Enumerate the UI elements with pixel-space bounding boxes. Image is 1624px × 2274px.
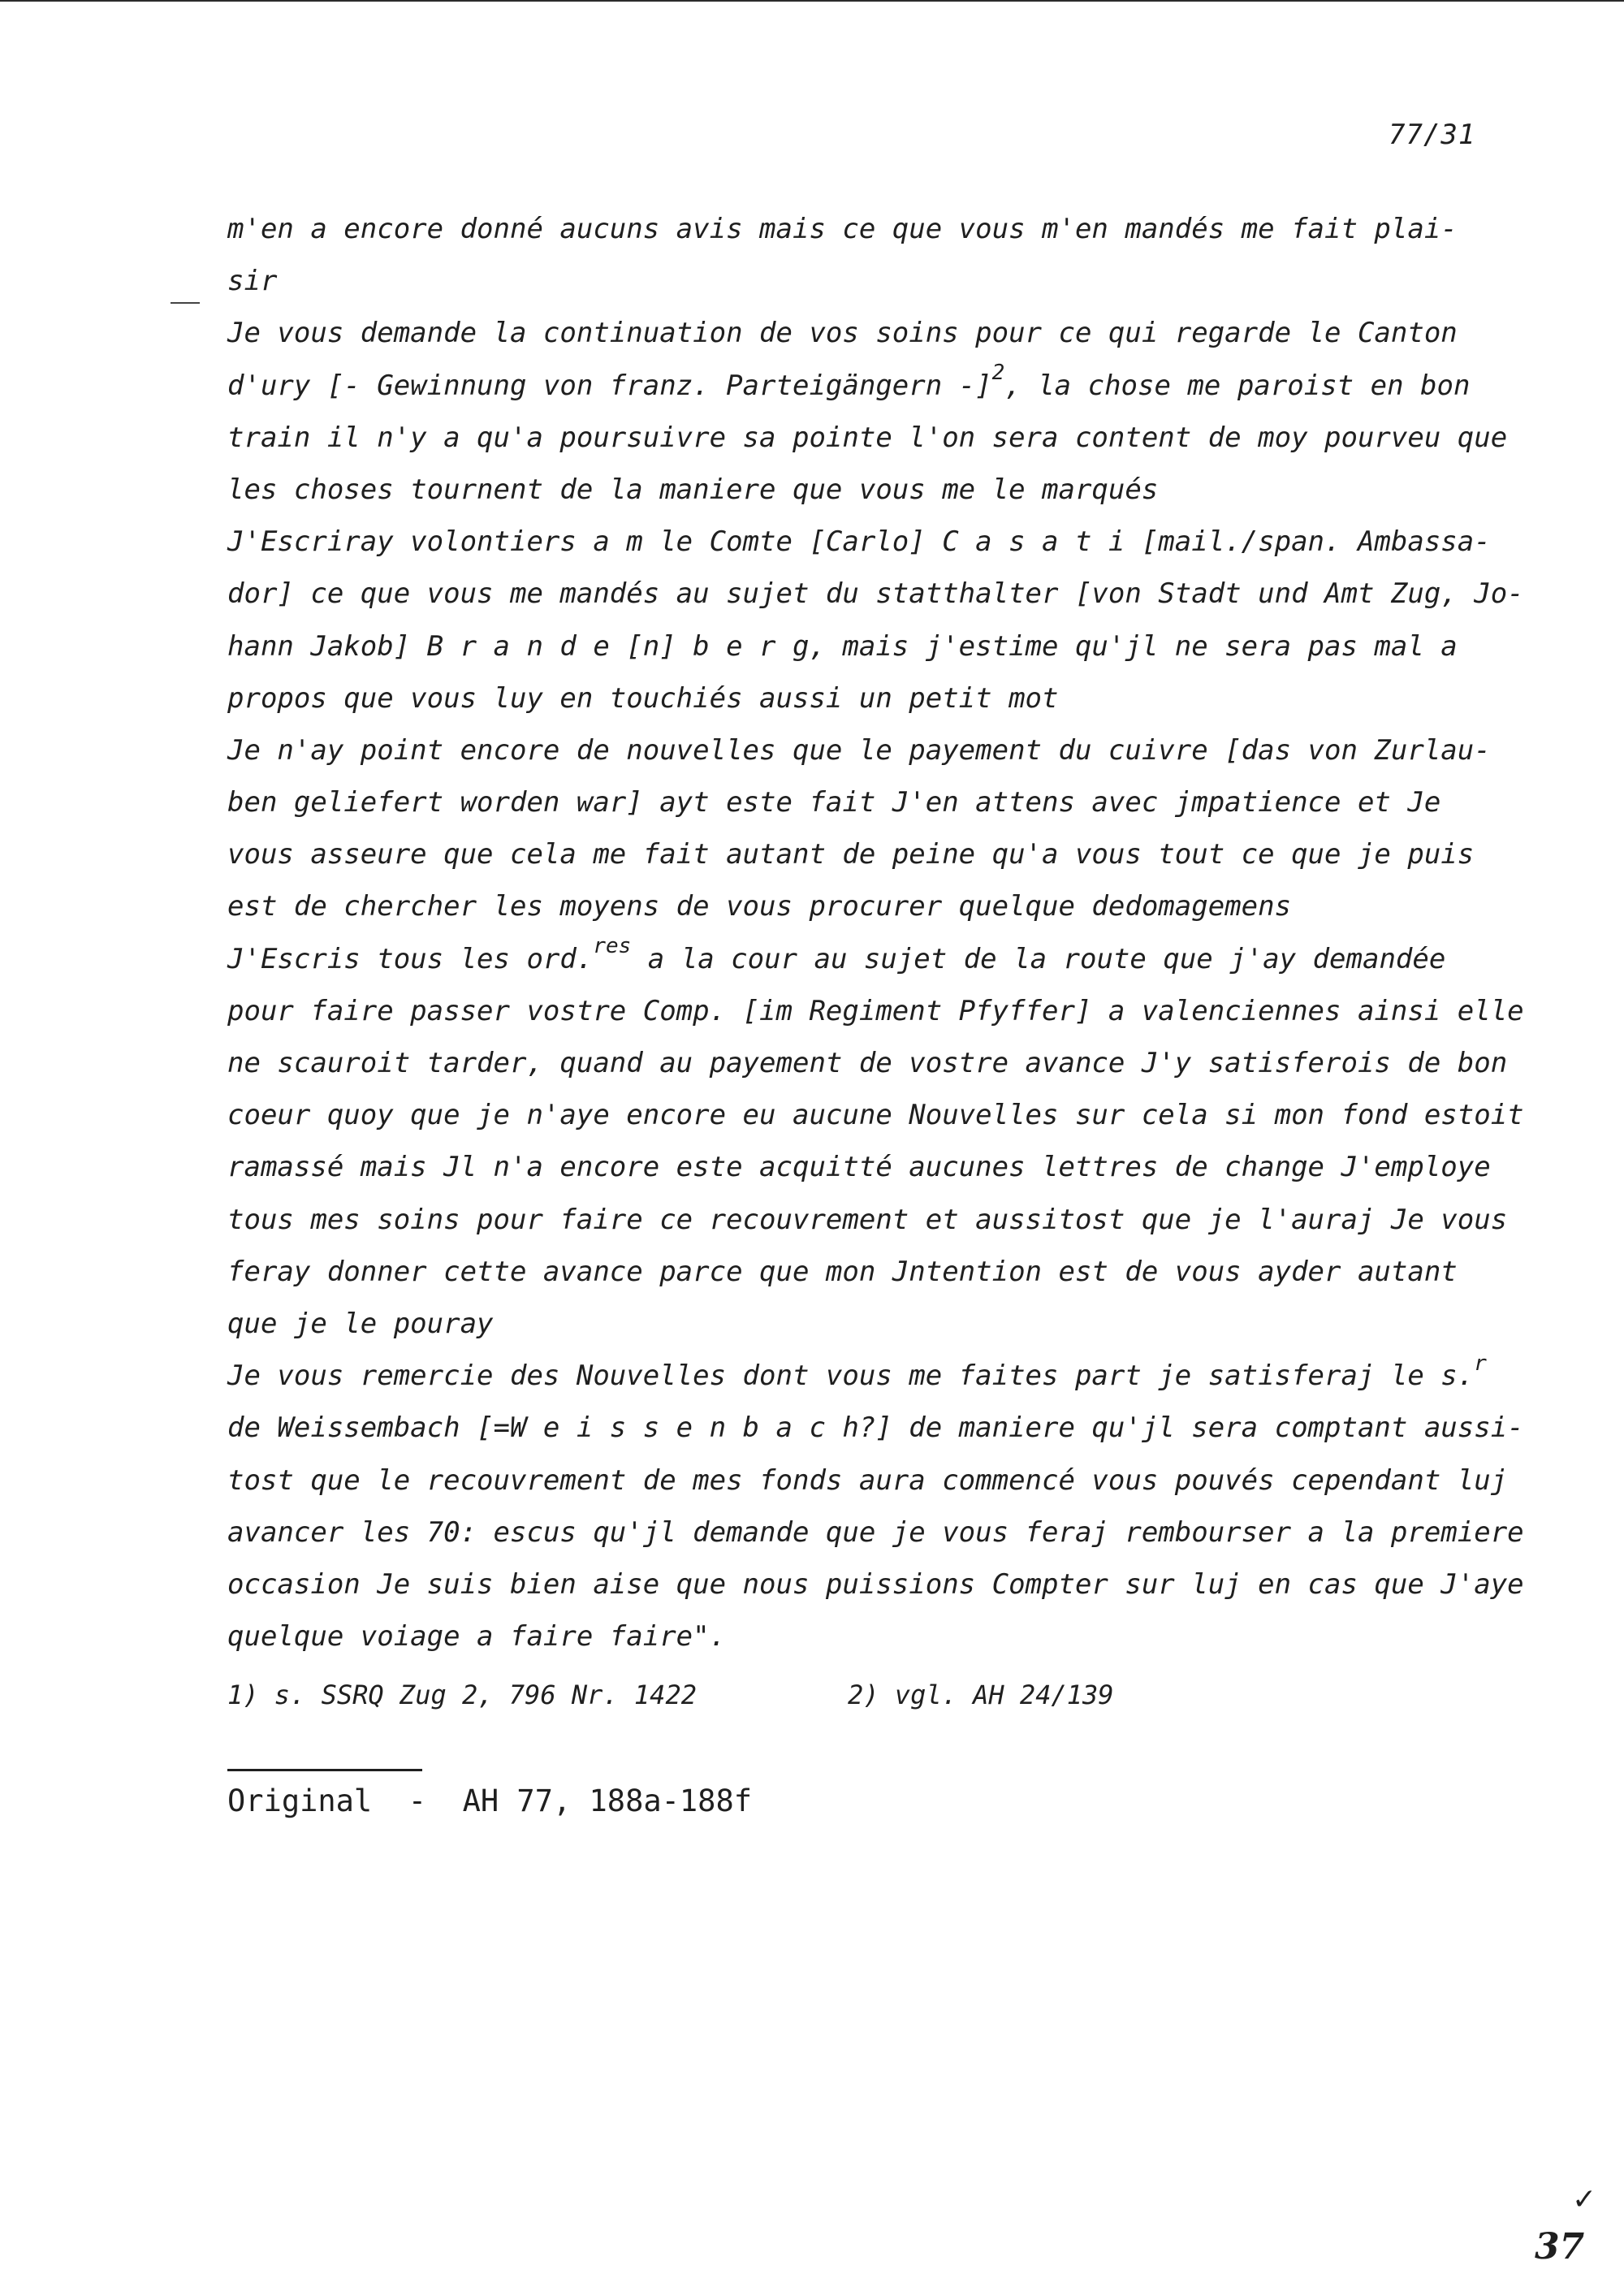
text-line-main: ben geliefert worden war] ayt este fait J'en attens avec jmpatience et Je bbox=[227, 786, 1441, 819]
margin-mark bbox=[171, 302, 200, 304]
text-line-main: avancer les 70: escus qu'jl demande que je vous feraj rembourser a la premiere bbox=[227, 1515, 1524, 1549]
text-line-main: de Weissembach [=W e i s s e n b a c h?] de maniere qu'jl sera comptant aussi- bbox=[227, 1412, 1524, 1445]
text-line-main: Je vous demande la continuation de vos soins pour ce qui regarde le Canton bbox=[227, 317, 1458, 350]
text-line bbox=[227, 203, 1535, 255]
text-line-main: ramassé mais Jl n'a encore este acquitté aucunes lettres de change J'employe bbox=[227, 1151, 1491, 1184]
text-line bbox=[227, 307, 1535, 359]
superscript: r bbox=[1474, 1351, 1487, 1376]
text-line-main: que je le pouray bbox=[227, 1307, 494, 1340]
footnote-2: 2) vgl. AH 24/139 bbox=[848, 1680, 1114, 1710]
page-number: 77/31 bbox=[1389, 119, 1476, 151]
text-line-main: est de chercher les moyens de vous procurer quelque dedomagemens bbox=[227, 890, 1292, 923]
text-line bbox=[227, 985, 1535, 1037]
text-line-main: train il n'y a qu'a poursuivre sa pointe l'on sera content de moy pourveu que bbox=[227, 421, 1508, 454]
text-line bbox=[227, 568, 1535, 620]
footnote-1: 1) s. SSRQ Zug 2, 796 Nr. 1422 bbox=[227, 1680, 697, 1710]
text-line bbox=[227, 620, 1535, 672]
text-line-main: ne scauroit tarder, quand au payement de vostre avance J'y satisferois de bon bbox=[227, 1047, 1508, 1079]
text-line bbox=[227, 1194, 1535, 1246]
text-line-main: feray donner cette avance parce que mon Jntention est de vous ayder autant bbox=[227, 1255, 1458, 1288]
text-line-main: pour faire passer vostre Comp. [im Regiment Pfyffer] a valenciennes ainsi elle bbox=[227, 994, 1524, 1027]
text-line-main: d'ury [- Gewinnung von franz. Parteigängern -] bbox=[227, 369, 992, 402]
text-line-main: propos que vous luy en touchiés aussi un petit mot bbox=[227, 681, 1059, 715]
text-line-continuation: a la cour au sujet de la route que j'ay demandée bbox=[631, 942, 1446, 975]
text-line bbox=[227, 933, 1535, 985]
text-line bbox=[227, 1141, 1535, 1193]
text-line-main: quelque voiage a faire faire". bbox=[227, 1620, 727, 1654]
source-rule bbox=[227, 1769, 422, 1771]
text-line bbox=[227, 1610, 1535, 1662]
text-line-main: Je vous remercie des Nouvelles dont vous me faites part je satisferaj le s. bbox=[227, 1360, 1475, 1393]
text-line bbox=[227, 1402, 1535, 1454]
text-line-main: sir bbox=[227, 265, 278, 298]
text-line bbox=[227, 1298, 1535, 1350]
text-line-main: tous mes soins pour faire ce recouvrement et aussitost que je l'auraj Je vous bbox=[227, 1203, 1508, 1236]
text-line bbox=[227, 724, 1535, 776]
text-line bbox=[227, 412, 1535, 464]
text-line bbox=[227, 672, 1535, 724]
text-line-main: dor] ce que vous me mandés au sujet du statthalter [von Stadt und Amt Zug, Jo- bbox=[227, 577, 1524, 611]
text-line-main: Je n'ay point encore de nouvelles que le payement du cuivre [das von Zurlau- bbox=[227, 733, 1491, 767]
text-line bbox=[227, 1507, 1535, 1559]
text-line-main: coeur quoy que je n'aye encore eu aucune Nouvelles sur cela si mon fond estoit bbox=[227, 1099, 1524, 1132]
check-mark: ✓ bbox=[1572, 2183, 1597, 2216]
text-line-main: m'en a encore donné aucuns avis mais ce que vous m'en mandés me fait plai- bbox=[227, 213, 1458, 245]
text-line-main: J'Escris tous les ord. bbox=[227, 942, 594, 975]
handwritten-folio-number: 37 bbox=[1535, 2226, 1585, 2268]
text-line-main: occasion Je suis bien aise que nous puissions Compter sur luj en cas que J'aye bbox=[227, 1567, 1524, 1601]
letter-body bbox=[227, 203, 1535, 1662]
text-line-main: les choses tournent de la maniere que vous me le marqués bbox=[227, 473, 1159, 506]
text-line bbox=[227, 1455, 1535, 1507]
text-line-main: hann Jakob] B r a n d e [n] b e r g, mais j'estime qu'jl ne sera pas mal a bbox=[227, 629, 1458, 663]
text-line bbox=[227, 255, 1535, 307]
text-line bbox=[227, 1089, 1535, 1141]
text-line bbox=[227, 1246, 1535, 1298]
text-line bbox=[227, 360, 1535, 412]
source-reference: Original - AH 77, 188a-188f bbox=[227, 1783, 753, 1818]
text-line bbox=[227, 464, 1535, 516]
text-line-main: vous asseure que cela me fait autant de peine qu'a vous tout ce que je puis bbox=[227, 838, 1475, 871]
superscript: res bbox=[593, 934, 632, 959]
text-line bbox=[227, 1037, 1535, 1089]
text-line bbox=[227, 516, 1535, 568]
text-line-continuation: , la chose me paroist en bon bbox=[1004, 369, 1471, 402]
text-line bbox=[227, 828, 1535, 880]
text-line-main: tost que le recouvrement de mes fonds aura commencé vous pouvés cependant luj bbox=[227, 1463, 1508, 1497]
superscript: 2 bbox=[991, 361, 1005, 386]
text-line bbox=[227, 1559, 1535, 1610]
page-top-border bbox=[0, 0, 1624, 2]
text-line bbox=[227, 1350, 1535, 1402]
text-line bbox=[227, 880, 1535, 932]
text-line-main: J'Escriray volontiers a m le Comte [Carlo] C a s a t i [mail./span. Ambassa- bbox=[227, 525, 1491, 559]
text-line bbox=[227, 776, 1535, 828]
